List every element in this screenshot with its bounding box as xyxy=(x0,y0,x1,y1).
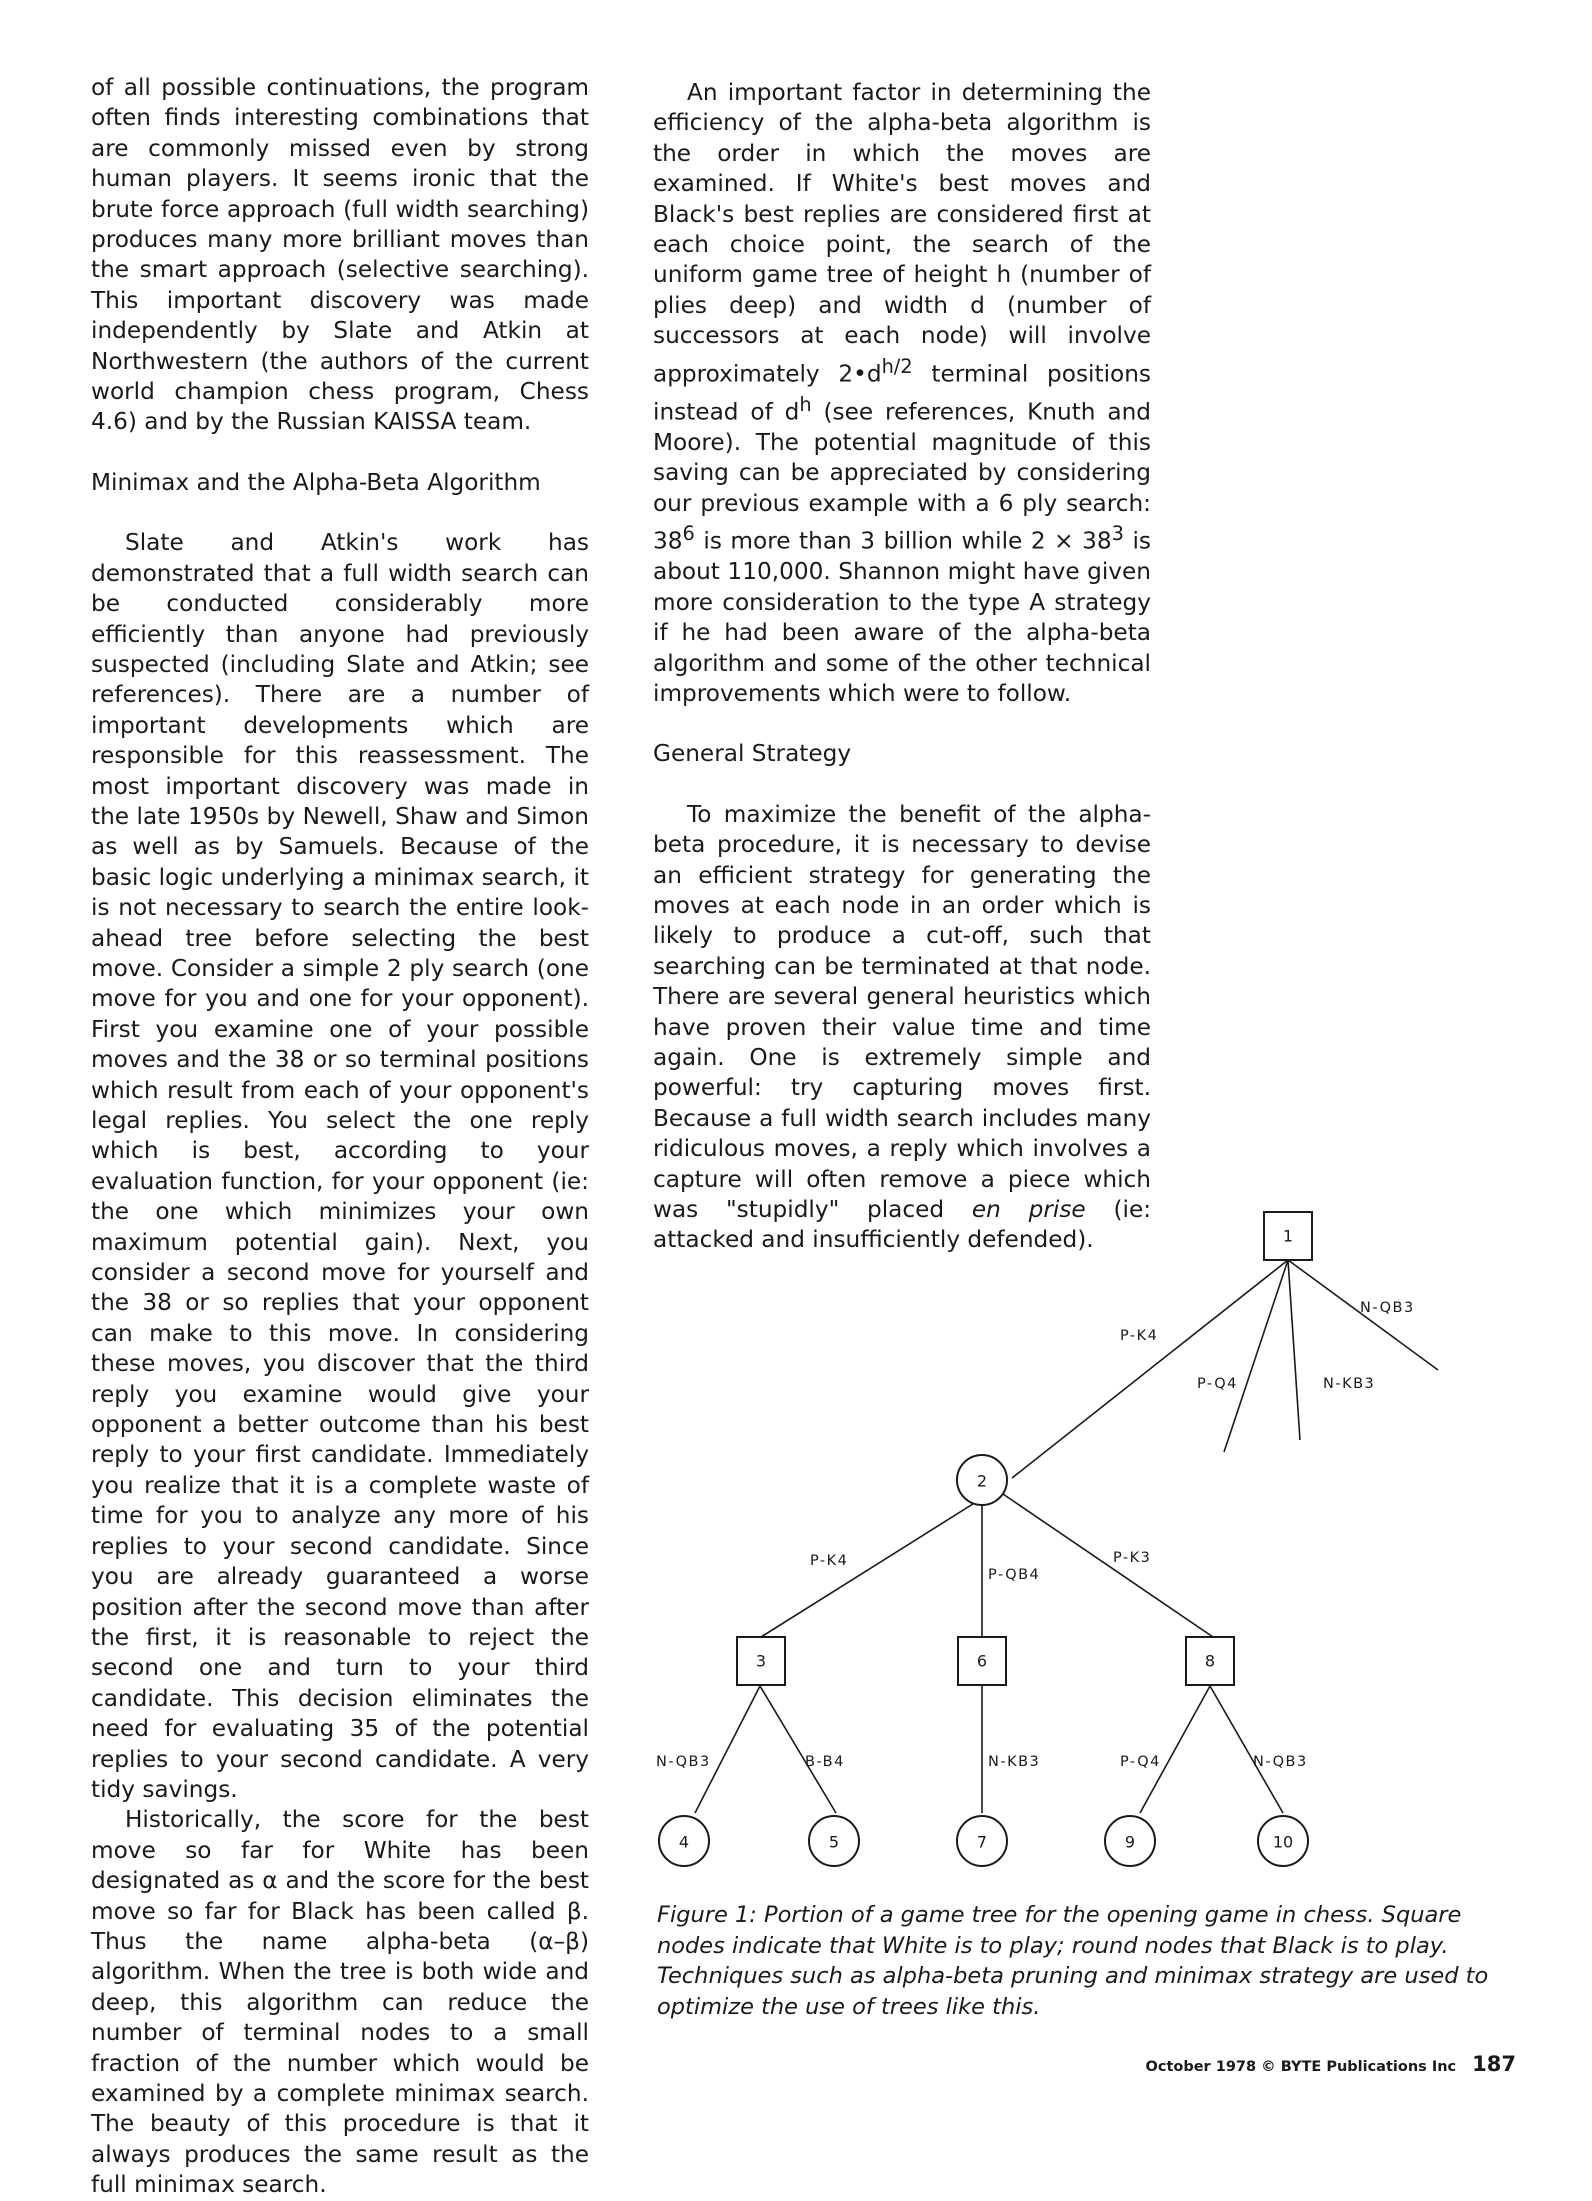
right-paragraph-2: To maximize the benefit of the alpha-beta procedure, it is necessary to devise an efficient strategy for generating the moves at each node in an order which is likely to produce a cut-off, such that searching can be terminated at that node. There are several general heuristics which have proven their value time and time again. One is extremely simple and powerful: try capturing moves first. Because a full width search includes many ridiculous moves, a reply which involves a capture will often remove a piece which was "stupidly" placed en prise (ie: attacked and insufficiently defended). xyxy=(653,800,1152,1254)
edge-1-2 xyxy=(1012,1260,1288,1478)
left-column xyxy=(91,73,589,2201)
left-intro-paragraph: of all possible continuations, the program often finds interesting combinations that are commonly missed even by strong human players. It seems ironic that the brute force approach (full width searching) produces many more brilliant moves than the smart approach (selective searching). This important discovery was made independently by Slate and Atkin at Northwestern (the authors of the current world champion chess program, Chess 4.6) and by the Russian KAISSA team. xyxy=(91,74,589,436)
node-5-label: 5 xyxy=(828,1832,840,1852)
node-8-label: 8 xyxy=(1204,1651,1216,1671)
page-footer xyxy=(1146,2052,1516,2076)
section-heading-general-strategy: General Strategy xyxy=(653,740,852,768)
edge-3-5 xyxy=(760,1686,836,1813)
node-7-label: 7 xyxy=(976,1832,988,1852)
node-3-label: 3 xyxy=(755,1651,767,1671)
edge-label-3-4: N-QB3 xyxy=(656,1754,711,1770)
edge-label-2-3: P-K4 xyxy=(810,1553,849,1569)
edge-label-1-q4: P-Q4 xyxy=(1197,1376,1238,1392)
node-4-label: 4 xyxy=(678,1832,690,1852)
right-column xyxy=(653,78,1151,1256)
edge-2-3 xyxy=(761,1492,992,1637)
edge-label-2-8: P-K3 xyxy=(1113,1550,1152,1566)
edge-label-1-qb3: N-QB3 xyxy=(1360,1300,1415,1316)
edge-label-2-6: P-QB4 xyxy=(988,1567,1041,1583)
edge-label-8-9: P-Q4 xyxy=(1120,1754,1161,1770)
game-tree-figure xyxy=(640,1200,1470,1880)
node-10-label: 10 xyxy=(1272,1832,1294,1852)
page-number: 187 xyxy=(1472,2052,1516,2076)
node-2-label: 2 xyxy=(976,1471,988,1491)
edge-8-10 xyxy=(1210,1686,1283,1813)
node-9-label: 9 xyxy=(1124,1832,1136,1852)
edge-label-3-5: B-B4 xyxy=(805,1754,845,1770)
edge-3-4 xyxy=(695,1686,760,1813)
right-paragraph-1: An important factor in determining the efficiency of the alpha-beta algorithm is the order in which the moves are examined. If White's best moves and Black's best replies are considered first at each choice point, the search of the uniform game tree of height h (number of plies deep) and width d (number of successors at each node) will involve approximately $2•d^{h/2}$ terminal positions instead of $d^h$ (see references, Knuth and Moore). The potential magnitude of this saving can be appreciated by considering our previous example with a 6 ply search: $38^6$ is more than 3 billion while $2 \times 38^3$ is about 110,000. Shannon might have given more consideration to the type A strategy if he had been aware of the alpha-beta algorithm and some of the other technical improvements which were to follow. xyxy=(653,79,1151,707)
node-6-label: 6 xyxy=(976,1651,988,1671)
edge-label-1-2: P-K4 xyxy=(1120,1328,1159,1344)
edge-8-9 xyxy=(1140,1686,1210,1813)
edge-label-8-10: N-QB3 xyxy=(1253,1754,1308,1770)
node-1-label: 1 xyxy=(1282,1226,1294,1246)
footer-credit: October 1978 © BYTE Publications Inc xyxy=(1145,2059,1457,2075)
edge-label-6-7: N-KB3 xyxy=(988,1754,1041,1770)
left-paragraph-1: Slate and Atkin's work has demonstrated that a full width search can be conducted considerably more efficiently than anyone had previously suspected (including Slate and Atkin; see references). There are a number of important developments which are responsible for this reassessment. The most important discovery was made in the late 1950s by Newell, Shaw and Simon as well as by Samuels. Because of the basic logic underlying a minimax search, it is not necessary to search the entire look-ahead tree before selecting the best move. Consider a simple 2 ply search (one move for you and one for your opponent). First you examine one of your possible moves and the 38 or so terminal positions which result from each of your opponent's legal replies. You select the one reply which is best, according to your evaluation function, for your opponent (ie: the one which minimizes your own maximum potential gain). Next, you consider a second move for yourself and the 38 or so replies that your opponent can make to this move. In considering these moves, you discover that the third reply you examine would give your opponent a better outcome than his best reply to your first candidate. Immediately you realize that it is a complete waste of time for you to analyze any more of his replies to your second candidate. Since you are already guaranteed a worse position after the second move than after the first, it is reasonable to reject the second one and turn to your third candidate. This decision eliminates the need for evaluating 35 of the potential replies to your second candidate. A very tidy savings. xyxy=(91,529,589,1803)
edge-1-kb3 xyxy=(1288,1260,1300,1440)
section-heading-minimax: Minimax and the Alpha-Beta Algorithm xyxy=(91,468,541,496)
edge-1-q4 xyxy=(1224,1260,1288,1452)
edge-label-1-kb3: N-KB3 xyxy=(1323,1376,1376,1392)
left-paragraph-2: Historically, the score for the best move so far for White has been designated as α and the score for the best move so far for Black has been called β. Thus the name alpha-beta (α–β) algorithm. When the tree is both wide and deep, this algorithm can reduce the number of terminal nodes to a small fraction of the number which would be examined by a complete minimax search. The beauty of this procedure is that it always produces the same result as the full minimax search. xyxy=(91,1806,589,2199)
figure-caption: Figure 1: Portion of a game tree for the opening game in chess. Square nodes indicate that White is to play; round nodes that Black is to play. Techniques such as alpha-beta pruning and minimax strategy are used to optimize the use of trees like this. xyxy=(657,1902,1489,2020)
edge-2-8 xyxy=(1000,1492,1213,1637)
